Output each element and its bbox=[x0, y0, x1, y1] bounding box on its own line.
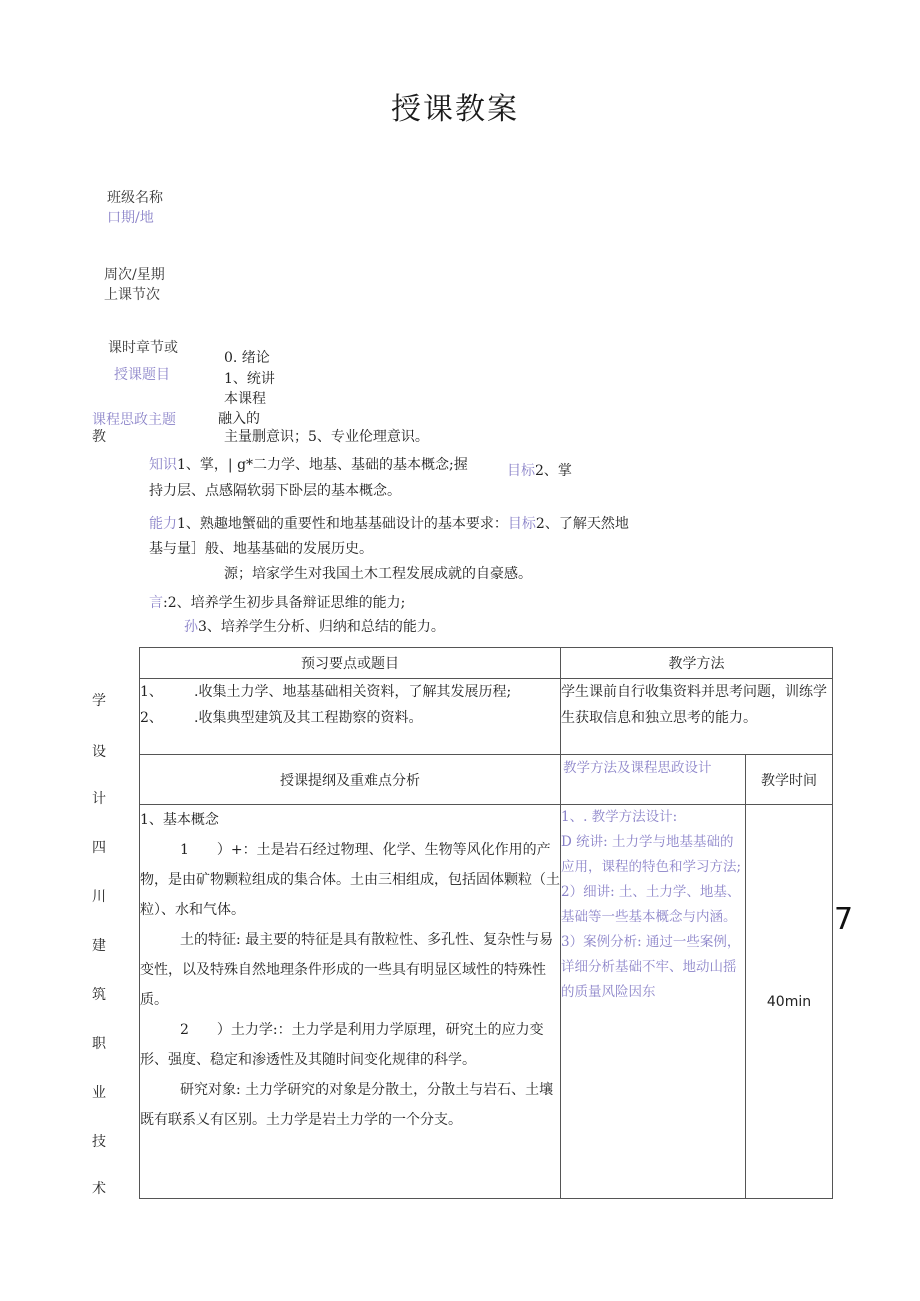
sun-line bbox=[184, 616, 445, 636]
preview-item-1-num: 1、 bbox=[140, 684, 163, 700]
target-text-1: 2、掌 bbox=[535, 463, 572, 479]
topic-line-2: 1、统讲 bbox=[224, 371, 275, 387]
ability-line-2: 基与量］般、地基基础的发展历史。 bbox=[149, 541, 373, 557]
source-line: 源；培家学生对我国土木工程发展成就的自豪感。 bbox=[224, 566, 532, 582]
side-char: 设 bbox=[92, 744, 106, 760]
topic-line-1: 0. 绪论 bbox=[224, 350, 270, 366]
side-char: 职 bbox=[92, 1036, 106, 1052]
yan-text: :2、培养学生初步具备辩证思维的能力; bbox=[163, 595, 406, 611]
method-header: 教学方法 bbox=[561, 648, 833, 679]
chapter-label: 课时章节或 bbox=[108, 340, 178, 356]
time-header: 教学时间 bbox=[746, 755, 833, 805]
side-char: 术 bbox=[92, 1181, 106, 1197]
side-char: 计 bbox=[92, 791, 106, 807]
design-d2: D 统讲: 土力学与地基基础的应用，课程的特色和学习方法; bbox=[561, 834, 742, 875]
knowledge-line-2: 持力层、点感隔软弱下卧层的基本概念。 bbox=[149, 483, 401, 499]
class-name-label: 班级名称 bbox=[107, 190, 163, 206]
topic-label: 授课题目 bbox=[114, 367, 170, 383]
side-char: 业 bbox=[92, 1085, 106, 1101]
target-label-2: 目标 bbox=[507, 516, 536, 532]
side-char: 川 bbox=[92, 889, 106, 905]
outline-p2: 1 ）+：土是岩石经过物理、化学、生物等风化作用的产物，是由矿物颗粒组成的集合体。土由三相组成，包括固体颗粒（土粒）、水和气体。 bbox=[140, 842, 560, 918]
outline-p4: 2 ）土力学:：土力学是利用力学原理，研究土的应力变形、强度、稳定和渗透性及其随时间变化规律的科学。 bbox=[140, 1022, 544, 1068]
topic-line-4: 融入的 bbox=[218, 411, 260, 427]
target-1 bbox=[507, 460, 572, 480]
ability-label: 能力 bbox=[149, 516, 177, 532]
jiao-label: 教 bbox=[92, 429, 106, 445]
preview-item-2 bbox=[140, 705, 560, 731]
period-label: 上课节次 bbox=[104, 287, 160, 303]
target-text-2: 2、了解天然地 bbox=[535, 516, 629, 532]
outline-cell bbox=[140, 805, 561, 1199]
sun-text: 3、培养学生分析、归纳和总结的能力。 bbox=[198, 619, 445, 635]
lesson-table bbox=[139, 647, 833, 1199]
knowledge-text-1: 1、掌，| g*二力学、地基、基础的基本概念;握 bbox=[177, 457, 468, 473]
design-d4: 3）案例分析: 通过一些案例，详细分析基础不牢、地动山摇的质量风险因东 bbox=[561, 934, 741, 1000]
design-header: 教学方法及课程思政设计 bbox=[561, 755, 746, 805]
topic-line-3: 本课程 bbox=[224, 391, 266, 407]
preview-header: 预习要点或题目 bbox=[140, 648, 561, 679]
date-label: 口期/地 bbox=[107, 210, 154, 226]
ability-line-1 bbox=[149, 513, 629, 533]
design-d3: 2）细讲: 土、土力学、地基、基础等一些基本概念与内涵。 bbox=[561, 884, 741, 925]
ideology-label: 课程思政主题 bbox=[92, 412, 176, 428]
week-label: 周次/星期 bbox=[104, 267, 165, 283]
preview-item-1-text: .收集土力学、地基基础相关资料，了解其发展历程; bbox=[194, 684, 512, 700]
side-char: 四 bbox=[92, 840, 106, 856]
design-d1: 1、. 教学方法设计: bbox=[561, 809, 678, 825]
preview-item-2-num: 2、 bbox=[140, 710, 163, 726]
outline-header: 授课提纲及重难点分析 bbox=[140, 755, 561, 805]
preview-cell bbox=[140, 679, 561, 755]
ability-text-1: 1、熟趣地蟹础的重要性和地基基础设计的基本要求： bbox=[177, 516, 508, 532]
time-cell: 40min bbox=[746, 805, 833, 1199]
outline-p3: 土的特征: 最主要的特征是具有散粒性、多孔性、复杂性与易变性，以及特殊自然地理条件形成的一些具有明显区域性的特殊性质。 bbox=[140, 932, 554, 1008]
preview-item-2-text: .收集典型建筑及其工程勘察的资料。 bbox=[194, 710, 423, 726]
design-cell bbox=[561, 805, 746, 1199]
side-char: 建 bbox=[92, 938, 106, 954]
outline-p5: 研究对象: 土力学研究的对象是分散土，分散土与岩石、土壤既有联系乂有区别。土力学是岩土力学的一个分支。 bbox=[140, 1082, 554, 1128]
page-mark: 7 bbox=[834, 902, 854, 937]
topic-line-5: 主量删意识；5、专业伦理意识。 bbox=[224, 429, 429, 445]
method-cell: 学生课前自行收集资料并思考问题，训练学生获取信息和独立思考的能力。 bbox=[561, 679, 833, 755]
side-char: 筑 bbox=[92, 987, 106, 1003]
outline-p1: 1、基本概念 bbox=[140, 812, 219, 828]
target-label-1: 目标 bbox=[507, 463, 535, 479]
side-char: 技 bbox=[92, 1134, 106, 1150]
preview-item-1 bbox=[140, 679, 560, 705]
page-title: 授课教案 bbox=[391, 92, 519, 127]
sun-label: 孙 bbox=[184, 619, 198, 635]
knowledge-line-1 bbox=[149, 454, 468, 474]
yan-line bbox=[149, 592, 405, 612]
knowledge-label: 知识 bbox=[149, 457, 177, 473]
side-char: 学 bbox=[92, 693, 106, 709]
yan-label: 言 bbox=[149, 595, 163, 611]
